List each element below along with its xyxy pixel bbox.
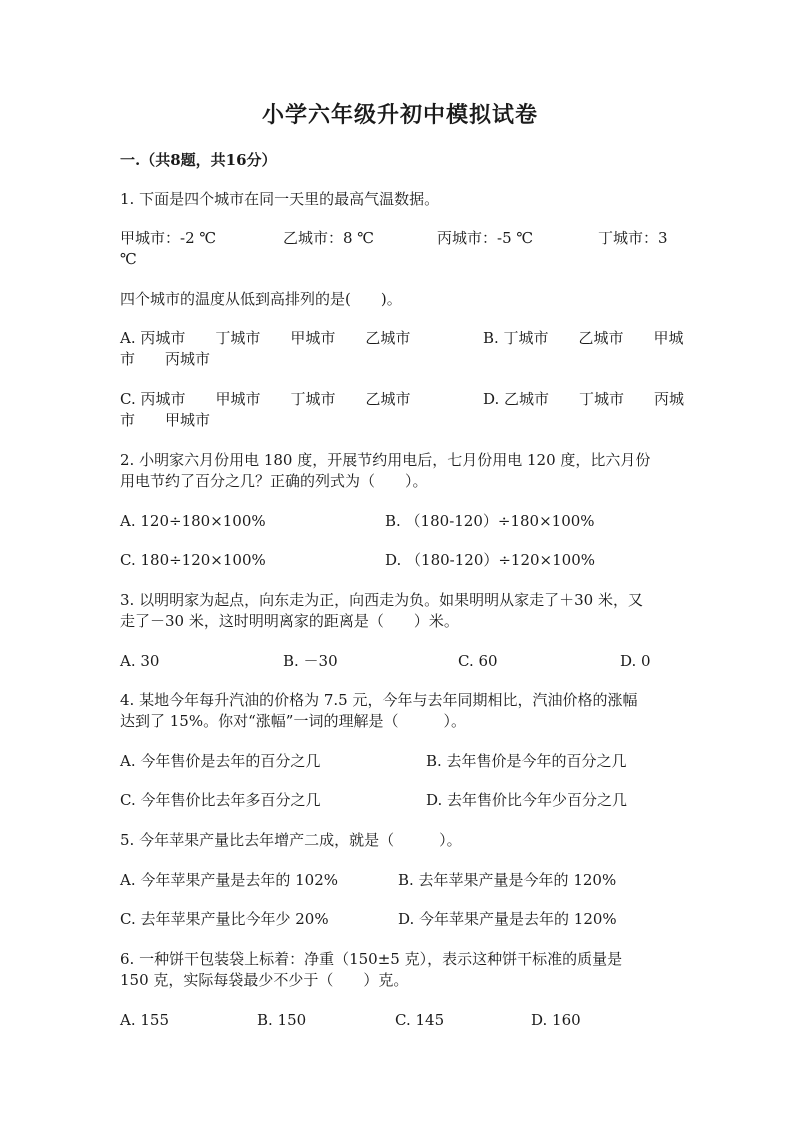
q4-option-b[interactable]: B. 去年售价是今年的百分之几	[426, 752, 627, 770]
q1-option-d[interactable]: D. 乙城市 丁城市 丙城	[483, 390, 685, 408]
q3-text-line1: 3. 以明明家为起点，向东走为正，向西走为负。如果明明从家走了＋30 米，又	[120, 591, 643, 609]
q1-temp-unit-wrap: ℃	[120, 250, 137, 268]
q4-text-line2: 达到了 15%。你对“涨幅”一词的理解是（ ）。	[120, 712, 466, 730]
q6-option-c[interactable]: C. 145	[395, 1011, 445, 1029]
q1-text: 1. 下面是四个城市在同一天里的最高气温数据。	[120, 190, 440, 208]
q5-option-b[interactable]: B. 去年苹果产量是今年的 120%	[398, 871, 617, 889]
q3-option-d[interactable]: D. 0	[620, 652, 651, 670]
q4-option-d[interactable]: D. 去年售价比今年少百分之几	[426, 791, 628, 809]
q1-option-d-wrap[interactable]: 市 甲城市	[120, 411, 211, 429]
q5-text: 5. 今年苹果产量比去年增产二成，就是（ ）。	[120, 831, 462, 849]
q2-option-b[interactable]: B. （180-120）÷180×100%	[385, 512, 595, 530]
q5-option-d[interactable]: D. 今年苹果产量是去年的 120%	[398, 910, 617, 928]
q3-text-line2: 走了－30 米，这时明明离家的距离是（ ）米。	[120, 612, 459, 630]
q1-option-c[interactable]: C. 丙城市 甲城市 丁城市 乙城市	[120, 390, 411, 408]
q4-option-c[interactable]: C. 今年售价比去年多百分之几	[120, 791, 321, 809]
q1-option-a[interactable]: A. 丙城市 丁城市 甲城市 乙城市	[120, 329, 411, 347]
q1-question: 四个城市的温度从低到高排列的是( )。	[120, 290, 402, 308]
q1-temp-bing: 丙城市：-5 ℃	[437, 229, 534, 247]
q5-option-c[interactable]: C. 去年苹果产量比今年少 20%	[120, 910, 329, 928]
q3-option-c[interactable]: C. 60	[458, 652, 498, 670]
q2-text-line1: 2. 小明家六月份用电 180 度，开展节约用电后，七月份用电 120 度，比六月份	[120, 451, 651, 469]
q6-text-line2: 150 克，实际每袋最少不少于（ ）克。	[120, 971, 409, 989]
q3-option-a[interactable]: A. 30	[120, 652, 160, 670]
q1-temp-jia: 甲城市：-2 ℃	[120, 229, 217, 247]
q6-text-line1: 6. 一种饼干包装袋上标着：净重（150±5 克），表示这种饼干标准的质量是	[120, 950, 623, 968]
q4-option-a[interactable]: A. 今年售价是去年的百分之几	[120, 752, 321, 770]
q2-option-a[interactable]: A. 120÷180×100%	[120, 512, 266, 530]
q1-option-b-wrap[interactable]: 市 丙城市	[120, 350, 211, 368]
q6-option-b[interactable]: B. 150	[257, 1011, 307, 1029]
q5-option-a[interactable]: A. 今年苹果产量是去年的 102%	[120, 871, 339, 889]
q1-temp-yi: 乙城市：8 ℃	[283, 229, 375, 247]
q2-text-line2: 用电节约了百分之几？正确的列式为（ ）。	[120, 472, 428, 490]
section-header: 一.（共8题，共16分）	[120, 151, 277, 169]
q1-option-b[interactable]: B. 丁城市 乙城市 甲城	[483, 329, 684, 347]
q3-option-b[interactable]: B. －30	[283, 652, 338, 670]
q2-option-d[interactable]: D. （180-120）÷120×100%	[385, 551, 596, 569]
q1-temp-ding: 丁城市：3	[598, 229, 668, 247]
page-title: 小学六年级升初中模拟试卷	[261, 102, 538, 128]
q4-text-line1: 4. 某地今年每升汽油的价格为 7.5 元，今年与去年同期相比，汽油价格的涨幅	[120, 691, 638, 709]
q6-option-a[interactable]: A. 155	[120, 1011, 169, 1029]
q2-option-c[interactable]: C. 180÷120×100%	[120, 551, 266, 569]
q6-option-d[interactable]: D. 160	[531, 1011, 581, 1029]
